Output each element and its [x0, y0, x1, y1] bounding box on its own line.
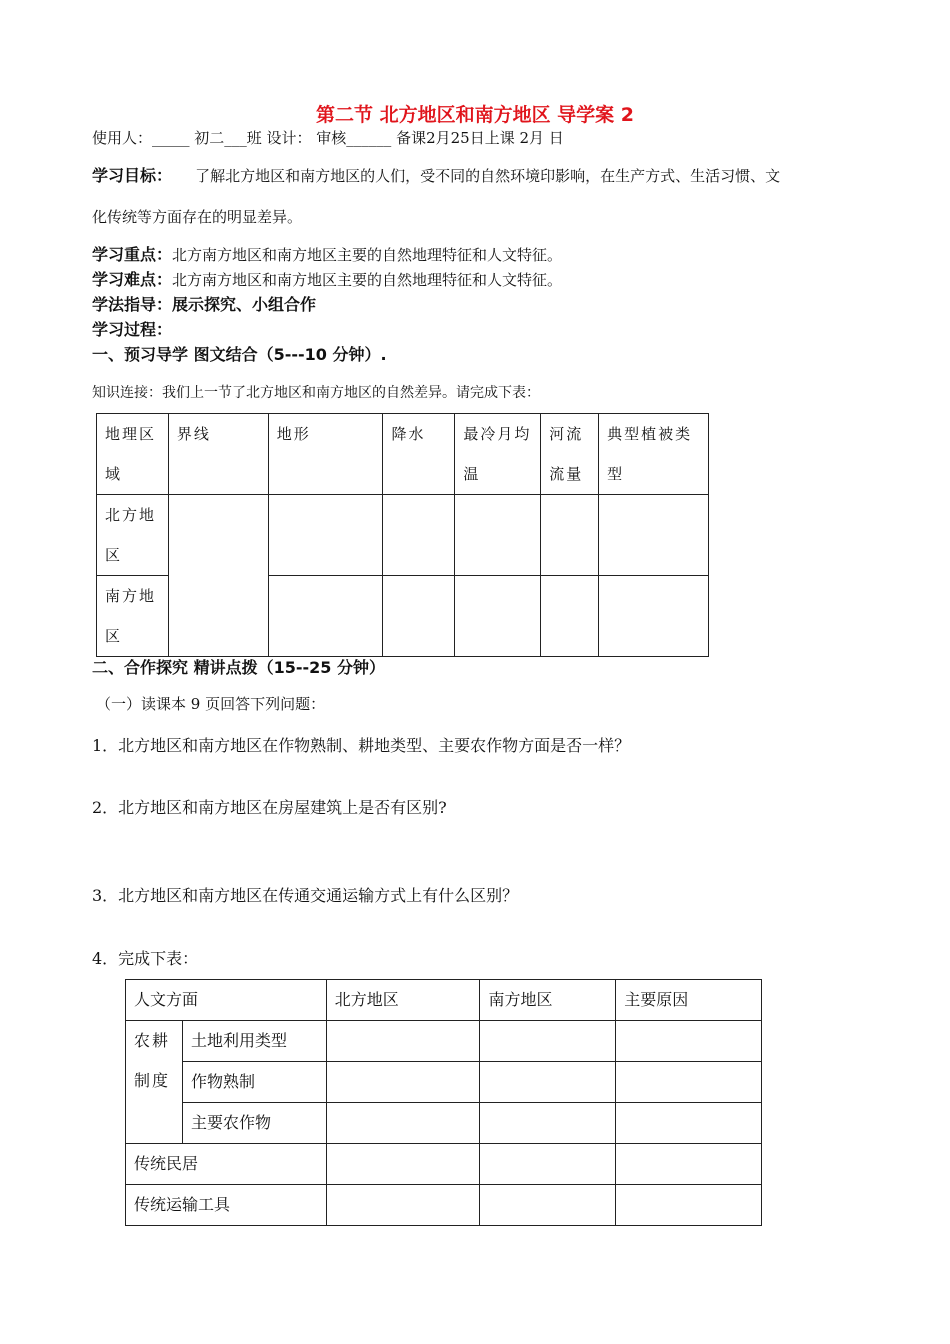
objective-line	[92, 163, 780, 186]
header-human-aspect: 人文方面	[126, 980, 327, 1021]
table-cell[interactable]	[541, 495, 599, 576]
table-cell[interactable]	[383, 576, 455, 657]
difficult-point-text: 北方南方地区和南方地区主要的自然地理特征和人文特征。	[172, 271, 563, 289]
page-title: 第二节 北方地区和南方地区 导学案 2	[315, 104, 635, 126]
question-1: 1．北方地区和南方地区在作物熟制、耕地类型、主要农作物方面是否一样？	[92, 736, 631, 755]
transport-label: 传统运输工具	[126, 1185, 327, 1226]
table-cell[interactable]	[616, 1144, 762, 1185]
table-cell[interactable]	[326, 1021, 480, 1062]
key-point	[92, 242, 562, 265]
table-cell[interactable]	[326, 1103, 480, 1144]
meta-line: 使用人：_____ 初二___班 设计： 审核______ 备课2月25日上课 2月 日	[92, 129, 564, 147]
header-south: 南方地区	[480, 980, 616, 1021]
dwelling-label: 传统民居	[126, 1144, 327, 1185]
objective-text: 了解北方地区和南方地区的人们，受不同的自然环境印影响，在生产方式、生活习惯、文	[195, 167, 781, 185]
table-cell[interactable]	[616, 1103, 762, 1144]
crop-cycle-label: 作物熟制	[182, 1062, 326, 1103]
header-region: 地理区域	[97, 414, 169, 495]
objective-label: 学习目标：	[92, 166, 173, 185]
table-cell[interactable]	[455, 576, 541, 657]
table-cell[interactable]	[326, 1062, 480, 1103]
table-cell[interactable]	[268, 576, 383, 657]
question-3: 3．北方地区和南方地区在传通交通运输方式上有什么区别？	[92, 886, 519, 905]
table-cell[interactable]	[599, 576, 709, 657]
header-coldest-temp: 最冷月均温	[455, 414, 541, 495]
table-cell[interactable]	[616, 1185, 762, 1226]
human-diff-table	[125, 979, 762, 1226]
question-4: 4．完成下表：	[92, 949, 199, 968]
section1-intro: 知识连接：我们上一节了北方地区和南方地区的自然差异。请完成下表：	[92, 385, 540, 401]
table-cell[interactable]	[326, 1144, 480, 1185]
table-cell[interactable]	[480, 1062, 616, 1103]
method-line: 学法指导：展示探究、小组合作	[92, 295, 317, 314]
section2-heading: 二、合作探究 精讲点拨（15--25 分钟）	[92, 658, 385, 677]
table-cell[interactable]	[599, 495, 709, 576]
header-terrain: 地形	[268, 414, 383, 495]
table-cell[interactable]	[480, 1103, 616, 1144]
row-north: 北方地区	[97, 495, 169, 576]
process-line: 学习过程：	[92, 320, 173, 339]
header-vegetation: 典型植被类型	[599, 414, 709, 495]
table-cell[interactable]	[480, 1185, 616, 1226]
section2-sub: （一）读课本 9 页回答下列问题：	[96, 695, 326, 713]
land-use-label: 土地利用类型	[182, 1021, 326, 1062]
header-precipitation: 降水	[383, 414, 455, 495]
question-2: 2．北方地区和南方地区在房屋建筑上是否有区别?	[92, 798, 447, 817]
table-cell[interactable]	[326, 1185, 480, 1226]
table-cell[interactable]	[616, 1021, 762, 1062]
natural-diff-table	[96, 413, 709, 657]
header-north: 北方地区	[326, 980, 480, 1021]
section1-heading: 一、预习导学 图文结合（5---10 分钟）.	[92, 345, 387, 364]
main-crops-label: 主要农作物	[182, 1103, 326, 1144]
key-point-label: 学习重点：	[92, 245, 173, 264]
table-cell[interactable]	[480, 1021, 616, 1062]
table-cell[interactable]	[268, 495, 383, 576]
header-reason: 主要原因	[616, 980, 762, 1021]
table-cell[interactable]	[455, 495, 541, 576]
boundary-cell[interactable]	[168, 495, 268, 657]
key-point-text: 北方南方地区和南方地区主要的自然地理特征和人文特征。	[172, 246, 563, 264]
row-south: 南方地区	[97, 576, 169, 657]
objective-text-cont: 化传统等方面存在的明显差异。	[92, 208, 303, 226]
table-cell[interactable]	[480, 1144, 616, 1185]
header-boundary: 界线	[168, 414, 268, 495]
difficult-point-label: 学习难点：	[92, 270, 173, 289]
difficult-point	[92, 267, 562, 290]
table-cell[interactable]	[383, 495, 455, 576]
header-river-flow: 河流流量	[541, 414, 599, 495]
table-cell[interactable]	[541, 576, 599, 657]
farming-system-label: 农耕制度	[126, 1021, 183, 1144]
table-cell[interactable]	[616, 1062, 762, 1103]
